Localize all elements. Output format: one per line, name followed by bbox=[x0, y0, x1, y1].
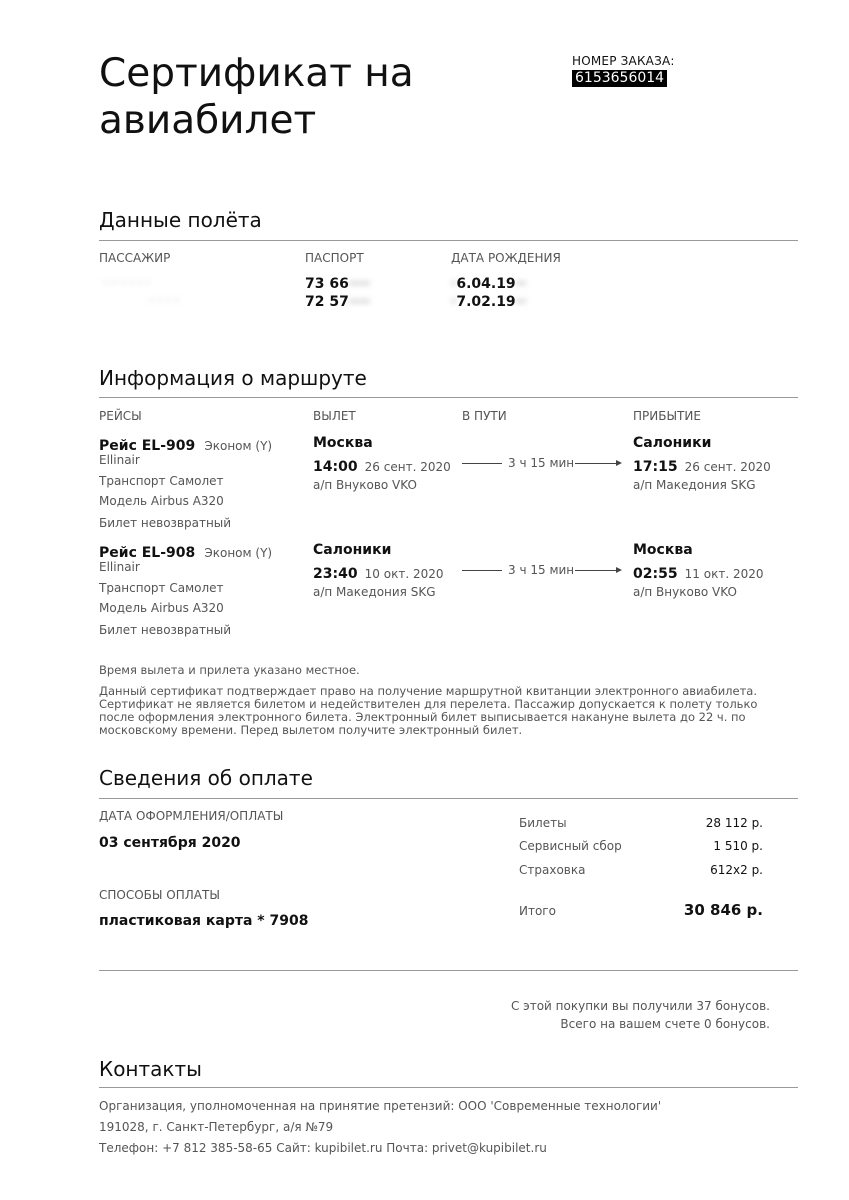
arrow-right-icon bbox=[616, 567, 622, 573]
departure-city: Москва bbox=[313, 435, 373, 451]
duration-line bbox=[462, 570, 502, 571]
title-line-1: Сертификат на bbox=[99, 51, 414, 96]
arrival-time: 17:15 bbox=[633, 459, 678, 475]
postal-address: 191028, г. Санкт-Петербург, а/я №79 bbox=[99, 1120, 334, 1134]
divider bbox=[99, 397, 798, 398]
payment-heading: Сведения об оплате bbox=[99, 766, 313, 790]
flight-duration: 3 ч 15 мин bbox=[508, 563, 575, 577]
birth-date-1-visible: 6.04.19 bbox=[456, 276, 516, 292]
birth-date-1-masked: · bbox=[451, 276, 457, 292]
aircraft-model: Модель Airbus A320 bbox=[99, 494, 224, 508]
departure-date: 10 окт. 2020 bbox=[364, 567, 444, 581]
arrow-right-icon bbox=[616, 460, 622, 466]
document-title bbox=[99, 50, 519, 144]
flight-class: Эконом (Y) bbox=[204, 546, 273, 560]
tickets-label: Билеты bbox=[519, 816, 567, 830]
insurance-label: Страховка bbox=[519, 863, 586, 877]
service-fee-label: Сервисный сбор bbox=[519, 839, 622, 853]
flight-duration: 3 ч 15 мин bbox=[508, 456, 575, 470]
route-heading: Информация о маршруте bbox=[99, 366, 367, 390]
duration-line bbox=[575, 463, 617, 464]
divider bbox=[99, 970, 798, 971]
departure-airport: а/п Внуково VKO bbox=[313, 478, 417, 492]
departure-time: 23:40 bbox=[313, 566, 358, 582]
airline: Ellinair bbox=[99, 453, 140, 467]
arrival-datetime bbox=[633, 456, 771, 475]
ticket-type: Билет невозвратный bbox=[99, 516, 232, 530]
ticket-type: Билет невозвратный bbox=[99, 623, 232, 637]
transport: Транспорт Самолет bbox=[99, 474, 224, 488]
duration-line bbox=[575, 570, 617, 571]
passport-2-visible: 72 57 bbox=[305, 294, 349, 310]
arrival-time: 02:55 bbox=[633, 566, 678, 582]
insurance-amount: 612x2 р. bbox=[710, 863, 763, 877]
flight-number-1 bbox=[99, 435, 272, 454]
flight-number-label: Рейс EL-909 bbox=[99, 438, 196, 454]
total-label: Итого bbox=[519, 904, 556, 918]
birth-date-2-visible: 7.02.19 bbox=[456, 294, 516, 310]
birth-date-column-label: ДАТА РОЖДЕНИЯ bbox=[451, 251, 561, 265]
payment-date-label: ДАТА ОФОРМЛЕНИЯ/ОПЛАТЫ bbox=[99, 809, 284, 823]
departure-datetime bbox=[313, 456, 451, 475]
order-number-label: НОМЕР ЗАКАЗА: bbox=[572, 54, 675, 68]
contacts-heading: Контакты bbox=[99, 1057, 202, 1081]
arrival-datetime bbox=[633, 563, 764, 582]
divider bbox=[99, 1087, 798, 1088]
birth-date-1 bbox=[451, 276, 526, 292]
arrival-date: 26 сент. 2020 bbox=[684, 460, 771, 474]
passport-1 bbox=[305, 276, 370, 292]
departure-time: 14:00 bbox=[313, 459, 358, 475]
divider bbox=[99, 798, 798, 799]
flight-number-label: Рейс EL-908 bbox=[99, 545, 196, 561]
arrival-city: Салоники bbox=[633, 435, 712, 451]
tickets-amount: 28 112 р. bbox=[705, 816, 763, 830]
departure-city: Салоники bbox=[313, 542, 392, 558]
bonus-earned: С этой покупки вы получили 37 бонусов. bbox=[510, 999, 770, 1013]
birth-date-2 bbox=[451, 294, 526, 310]
passenger-column-label: ПАССАЖИР bbox=[99, 251, 171, 265]
flight-data-heading: Данные полёта bbox=[99, 208, 262, 232]
departure-airport: а/п Македония SKG bbox=[313, 585, 436, 599]
arrival-column-label: ПРИБЫТИЕ bbox=[633, 409, 701, 423]
flight-number-2 bbox=[99, 542, 272, 561]
certificate-disclaimer: Данный сертификат подтверждает право на получение маршрутной квитанции электронного авиабилета. Сертификат не является билетом и недействителен для перелета. Пассажир допускается к полету только после оформления электронного билета. Электронный билет выписывается накануне вылета до 22 ч. по московскому времени. Перед вылетом получите электронный билет. bbox=[99, 684, 758, 737]
payment-methods-value: пластиковая карта * 7908 bbox=[99, 913, 309, 929]
arrival-airport: а/п Македония SKG bbox=[633, 478, 756, 492]
passport-2-masked: ···· bbox=[348, 294, 371, 310]
passport-2 bbox=[305, 294, 370, 310]
flight-class: Эконом (Y) bbox=[204, 439, 273, 453]
arrival-date: 11 окт. 2020 bbox=[684, 567, 764, 581]
duration-column-label: В ПУТИ bbox=[462, 409, 507, 423]
passport-column-label: ПАСПОРТ bbox=[305, 251, 364, 265]
birth-date-2-masked: · bbox=[451, 294, 457, 310]
divider bbox=[99, 240, 798, 241]
passenger-name-1: · · · · · · bbox=[104, 276, 150, 291]
birth-date-2-tail: ·· bbox=[515, 294, 527, 310]
arrival-city: Москва bbox=[633, 542, 693, 558]
order-number: 6153656014 bbox=[572, 70, 667, 87]
departure-date: 26 сент. 2020 bbox=[364, 460, 451, 474]
total-amount: 30 846 р. bbox=[683, 901, 763, 919]
transport: Транспорт Самолет bbox=[99, 581, 224, 595]
birth-date-1-tail: ·· bbox=[515, 276, 527, 292]
local-time-note: Время вылета и прилета указано местное. bbox=[99, 663, 360, 677]
contact-details: Телефон: +7 812 385-58-65 Сайт: kupibilet.ru Почта: privet@kupibilet.ru bbox=[99, 1141, 547, 1155]
passenger-name-2: · · · · bbox=[150, 294, 179, 309]
passport-1-masked: ···· bbox=[348, 276, 371, 292]
claims-organization: Организация, уполномоченная на принятие претензий: ООО 'Современные технологии' bbox=[99, 1099, 662, 1113]
airline: Ellinair bbox=[99, 560, 140, 574]
payment-methods-label: СПОСОБЫ ОПЛАТЫ bbox=[99, 888, 220, 902]
title-line-2: авиабилет bbox=[99, 98, 317, 143]
aircraft-model: Модель Airbus A320 bbox=[99, 601, 224, 615]
bonus-balance: Всего на вашем счете 0 бонусов. bbox=[560, 1017, 770, 1031]
duration-line bbox=[462, 463, 502, 464]
departure-column-label: ВЫЛЕТ bbox=[313, 409, 356, 423]
payment-date-value: 03 сентября 2020 bbox=[99, 835, 241, 851]
passport-1-visible: 73 66 bbox=[305, 276, 349, 292]
arrival-airport: а/п Внуково VKO bbox=[633, 585, 737, 599]
service-fee-amount: 1 510 р. bbox=[713, 839, 763, 853]
departure-datetime bbox=[313, 563, 444, 582]
flights-column-label: РЕЙСЫ bbox=[99, 409, 142, 423]
